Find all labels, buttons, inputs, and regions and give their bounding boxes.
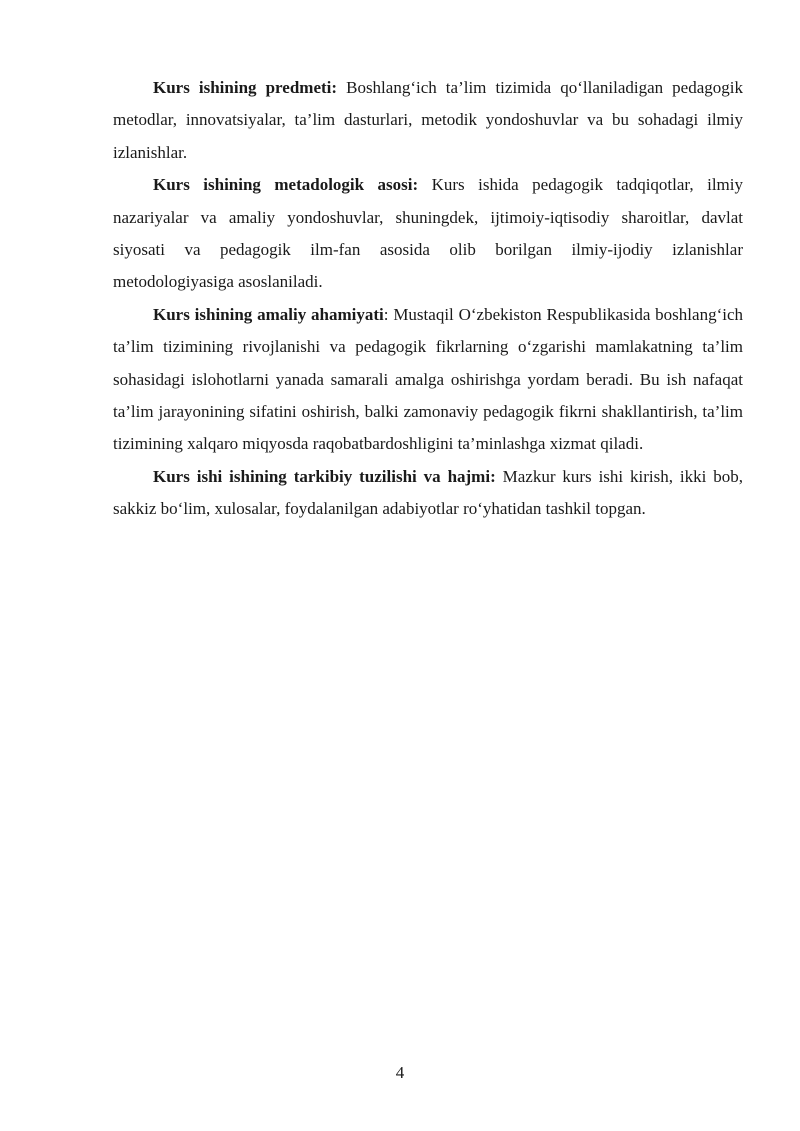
paragraph-structure xyxy=(113,461,743,526)
paragraph-practical-significance xyxy=(113,299,743,461)
paragraph-methodology xyxy=(113,169,743,299)
page-number: 4 xyxy=(395,1063,405,1082)
page-content xyxy=(113,72,743,526)
paragraph-heading: Kurs ishining metadologik asosi: xyxy=(153,175,419,195)
paragraph-heading: Kurs ishi ishining tarkibiy tuzilishi va hajmi: xyxy=(153,466,496,486)
paragraph-text: Boshlang‘ich ta’lim tizimida qo‘llaniladigan pedagogik metodlar, innovatsiyalar, ta’lim dasturlari, metodik yondoshuvlar va bu sohadagi ilmiy izlanishlar. xyxy=(113,78,744,162)
paragraph-heading: Kurs ishining amaliy ahamiyati xyxy=(153,304,384,324)
paragraph-text: : Mustaqil O‘zbekiston Respublikasida boshlang‘ich ta’lim tizimining rivojlanishi va pedagogik fikrlarning o‘zgarishi mamlakatning ta’lim sohasidagi islohotlarni yanada samarali amalga oshirishga yordam beradi. Bu ish nafaqat ta’lim jarayonining sifatini oshirish, balki zamonaviy pedagogik fikrni shakllantirish, ta’lim tizimining xalqaro miqyosda raqobatbardoshligini ta’minlashga xizmat qiladi. xyxy=(113,304,743,454)
paragraph-heading: Kurs ishining predmeti: xyxy=(153,78,338,97)
paragraph-text: Mazkur kurs ishi kirish, ikki bob, sakkiz bo‘lim, xulosalar, foydalanilgan adabiyotlar ro‘yhatidan tashkil topgan. xyxy=(113,466,743,519)
paragraph-subject xyxy=(113,72,743,169)
paragraph-text: Kurs ishida pedagogik tadqiqotlar, ilmiy nazariyalar va amaliy yondoshuvlar, shuningdek, ijtimoiy-iqtisodiy sharoitlar, davlat siyosati va pedagogik ilm-fan asosida olib borilgan ilmiy-ijodiy izlanishlar metodologiyasiga asoslaniladi. xyxy=(113,175,743,292)
